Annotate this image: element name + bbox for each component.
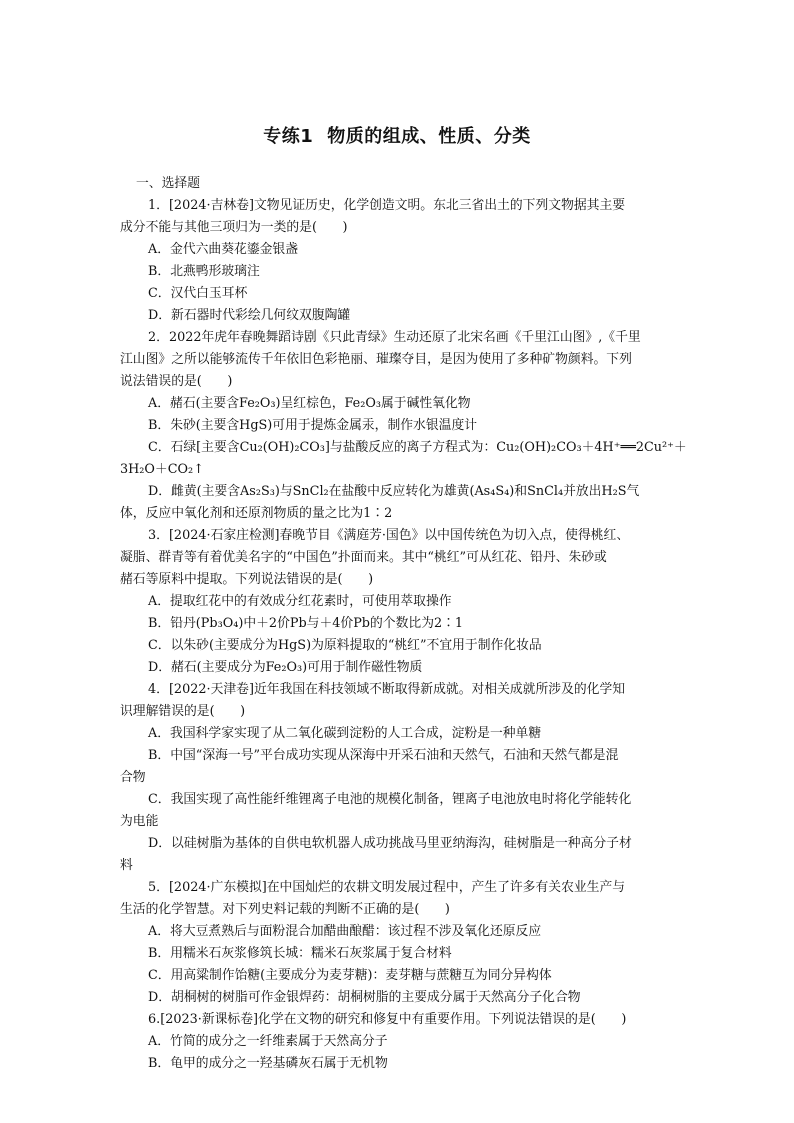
q4-option-a: A．我国科学家实现了从二氧化碳到淀粉的人工合成，淀粉是一种单糖 xyxy=(148,726,542,741)
q4-option-b-cont: 合物 xyxy=(120,770,146,785)
q4-stem: 4．[2022·天津卷]近年我国在科技领域不断取得新成就。对相关成就所涉及的化学知 xyxy=(148,682,626,697)
q3-option-c: C．以朱砂(主要成分为HgS)为原料提取的“桃红”不宜用于制作化妆品 xyxy=(148,638,542,653)
q5-option-b: B．用糯米石灰浆修筑长城：糯米石灰浆属于复合材料 xyxy=(148,946,452,961)
page-title xyxy=(0,122,794,148)
q2-stem-cont: 说法错误的是( ) xyxy=(120,374,233,389)
q2-option-d-cont: 体，反应中氧化剂和还原剂物质的量之比为1∶2 xyxy=(120,506,393,521)
q5-option-c: C．用高粱制作饴糖(主要成分为麦芽糖)：麦芽糖与蔗糖互为同分异构体 xyxy=(148,968,552,983)
q4-option-d-cont: 料 xyxy=(120,858,133,873)
q2-option-d: D．雌黄(主要含As₂S₃)与SnCl₂在盐酸中反应转化为雄黄(As₄S₄)和SnCl₄并放出H₂S气 xyxy=(148,484,640,499)
q4-option-d: D．以硅树脂为基体的自供电软机器人成功挑战马里亚纳海沟，硅树脂是一种高分子材 xyxy=(148,836,632,851)
q4-stem-cont: 识理解错误的是( ) xyxy=(120,704,246,719)
q2-stem: 2．2022年虎年春晚舞蹈诗剧《只此青绿》生动还原了北宋名画《千里江山图》,《千里 xyxy=(148,330,641,345)
q5-stem-cont: 生活的化学智慧。对下列史料记载的判断不正确的是( ) xyxy=(120,902,450,917)
q2-option-b: B．朱砂(主要含HgS)可用于提炼金属汞，制作水银温度计 xyxy=(148,418,478,433)
title-text: 物质的组成、性质、分类 xyxy=(327,126,531,147)
q3-option-b: B．铅丹(Pb₃O₄)中＋2价Pb与＋4价Pb的个数比为2∶1 xyxy=(148,616,464,631)
q5-option-d: D．胡桐树的树脂可作金银焊药：胡桐树脂的主要成分属于天然高分子化合物 xyxy=(148,990,581,1005)
q2-option-c-cont: 3H₂O＋CO₂↑ xyxy=(120,462,204,477)
section-heading: 一、选择题 xyxy=(136,176,200,191)
q2-option-c: C．石绿[主要含Cu₂(OH)₂CO₃]与盐酸反应的离子方程式为：Cu₂(OH)₂CO₃＋4H⁺══2Cu²⁺＋ xyxy=(148,440,687,455)
q4-option-c-cont: 为电能 xyxy=(120,814,159,829)
q3-stem: 3．[2024·石家庄检测]春晚节目《满庭芳·国色》以中国传统色为切入点，使得桃红、 xyxy=(148,528,630,543)
q2-stem-cont: 江山图》之所以能够流传千年依旧色彩艳丽、璀璨夺目，是因为使用了多种矿物颜料。下列 xyxy=(120,352,632,367)
q1-option-b: B．北燕鸭形玻璃注 xyxy=(148,264,260,279)
q6-option-b: B．龟甲的成分之一羟基磷灰石属于无机物 xyxy=(148,1056,388,1071)
q3-option-d: D．赭石(主要成分为Fe₂O₃)可用于制作磁性物质 xyxy=(148,660,423,675)
q1-stem-cont: 成分不能与其他三项归为一类的是( ) xyxy=(120,220,348,235)
q6-option-a: A．竹简的成分之一纤维素属于天然高分子 xyxy=(148,1034,388,1049)
q1-stem: 1．[2024·吉林卷]文物见证历史，化学创造文明。东北三省出土的下列文物据其主要 xyxy=(148,198,626,213)
q3-option-a: A．提取红花中的有效成分红花素时，可使用萃取操作 xyxy=(148,594,452,609)
q1-option-c: C．汉代白玉耳杯 xyxy=(148,286,248,301)
q5-stem: 5．[2024·广东模拟]在中国灿烂的农耕文明发展过程中，产生了许多有关农业生产与 xyxy=(148,880,626,895)
q4-option-c: C．我国实现了高性能纤维锂离子电池的规模化制备，锂离子电池放电时将化学能转化 xyxy=(148,792,632,807)
q4-option-b: B．中国“深海一号”平台成功实现从深海中开采石油和天然气，石油和天然气都是混 xyxy=(148,748,619,763)
q5-option-a: A．将大豆煮熟后与面粉混合加醋曲酿醋：该过程不涉及氧化还原反应 xyxy=(148,924,542,939)
q3-stem-cont: 赭石等原料中提取。下列说法错误的是( ) xyxy=(120,572,374,587)
q6-stem: 6.[2023·新课标卷]化学在文物的研究和修复中有重要作用。下列说法错误的是( ) xyxy=(148,1012,627,1027)
q1-option-d: D．新石器时代彩绘几何纹双腹陶罐 xyxy=(148,308,351,323)
title-number: 专练1 xyxy=(263,126,314,147)
q2-option-a: A．赭石(主要含Fe₂O₃)呈红棕色，Fe₂O₃属于碱性氧化物 xyxy=(148,396,471,411)
q1-option-a: A．金代六曲葵花鎏金银盏 xyxy=(148,242,299,257)
q3-stem-cont: 凝脂、群青等有着优美名字的“中国色”扑面而来。其中“桃红”可从红花、铅丹、朱砂或 xyxy=(120,550,607,565)
